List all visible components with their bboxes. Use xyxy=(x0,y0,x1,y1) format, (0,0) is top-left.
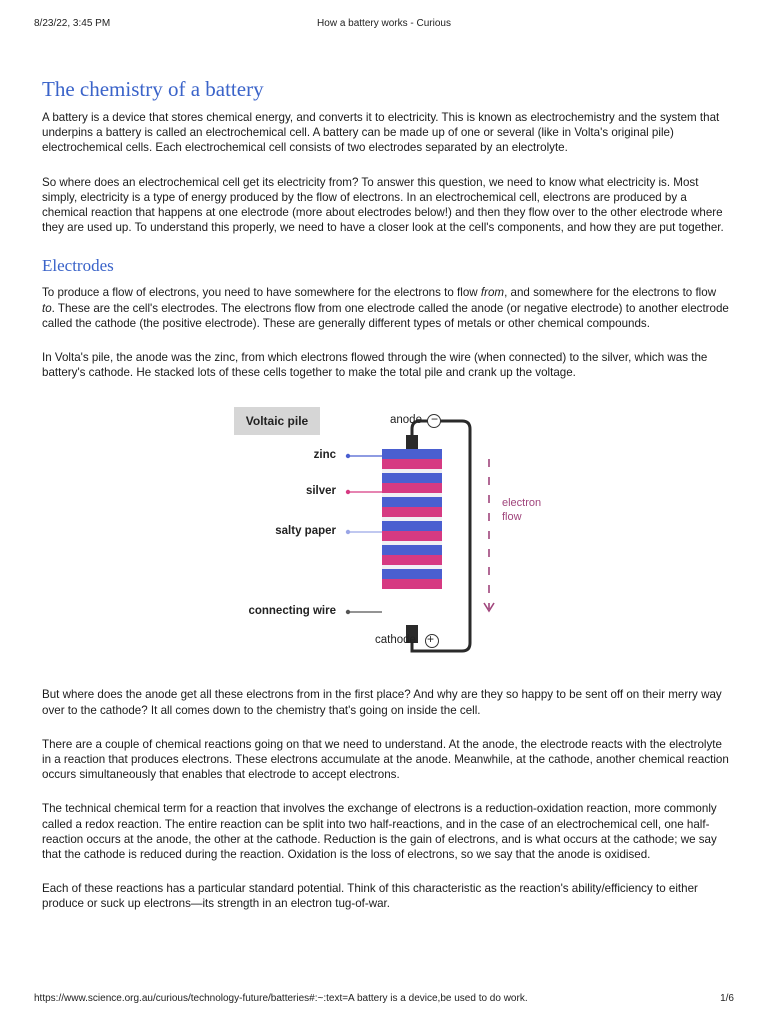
pile-layer-salty-paper xyxy=(382,541,442,545)
pile-layer-salty-paper xyxy=(382,517,442,521)
article-content xyxy=(42,76,732,931)
paragraph-voltas-pile: In Volta's pile, the anode was the zinc, from which electrons flowed through the wire (when connected) to the silver, which was the battery's cathode. He stacked lots of these cells together to make the total pile and crank up the voltage. xyxy=(42,351,708,380)
print-footer xyxy=(34,993,734,1007)
paragraph-standard-potential: Each of these reactions has a particular standard potential. Think of this characteristic as the reaction's ability/efficiency to either produce or suck up electrons—its strength in an electron tug-of-war. xyxy=(42,882,698,911)
pile-layer-zinc xyxy=(382,473,442,483)
connecting-wire-pointer-dot xyxy=(346,610,350,614)
print-datetime: 8/23/22, 3:45 PM xyxy=(34,18,111,29)
paragraph-electron-flow: To produce a flow of electrons, you need to have somewhere for the electrons to flow from, and somewhere for the electrons to flow to. These are the cell's electrodes. The electrons flow from one electrode called the anode (or negative electrode) to another electrode called the cathode (the positive electrode). These are generally different types of metals or other chemical compounds. xyxy=(42,286,729,330)
cathode-plus-symbol: + xyxy=(427,632,435,647)
pile-layer-silver xyxy=(382,579,442,589)
connecting-wire-label: connecting wire xyxy=(248,605,336,618)
zinc-label: zinc xyxy=(313,449,336,462)
heading-electrodes: Electrodes xyxy=(42,256,114,276)
anode-post xyxy=(406,435,418,449)
pile-layer-silver xyxy=(382,483,442,493)
pile-layer-salty-paper xyxy=(382,469,442,473)
salty-paper-pointer-dot xyxy=(346,530,350,534)
pile-layer-zinc xyxy=(382,449,442,459)
salty-paper-label: salty paper xyxy=(275,525,336,538)
pile-layer-zinc xyxy=(382,545,442,555)
pile-layer-silver xyxy=(382,555,442,565)
pile-stack xyxy=(382,449,442,589)
pile-layer-zinc xyxy=(382,521,442,531)
anode-label: anode xyxy=(390,414,422,427)
pile-layer-salty-paper xyxy=(382,493,442,497)
print-page-title: How a battery works - Curious xyxy=(317,18,451,29)
voltaic-pile-diagram xyxy=(42,399,732,663)
paragraph-chemical-reactions: There are a couple of chemical reactions going on that we need to understand. At the anode, the electrode reacts with the electrolyte in a reaction that produces electrons. These electrons accumulate at the anode. Meanwhile, at the cathode, another chemical reaction occurs simultaneously that enables that electrode to accept electrons. xyxy=(42,737,729,782)
anode-minus-symbol: − xyxy=(431,412,439,427)
label-pointers xyxy=(346,454,382,614)
pile-layer-silver xyxy=(382,507,442,517)
paragraph-battery-definition: A battery is a device that stores chemical energy, and converts it to electricity. This is known as electrochemistry and the system that underpins a battery is called an electrochemical cell. A battery can be made up of one or several (like in Volta's original pile) electrochemical cells. Each electrochemical cell consists of two electrodes separated by an electrolyte. xyxy=(42,111,720,155)
electron-flow-label-line2: flow xyxy=(502,511,522,524)
cathode-label: cathode xyxy=(375,634,416,647)
voltaic-pile-graphic xyxy=(42,399,732,663)
silver-label: silver xyxy=(305,485,336,498)
diagram-title: Voltaic pile xyxy=(234,407,320,435)
silver-pointer-dot xyxy=(346,490,350,494)
paragraph-redox: The technical chemical term for a reaction that involves the exchange of electrons is a reduction-oxidation reaction, more commonly called a redox reaction. The entire reaction can be split into two half-reactions, and in the case of an electrochemical cell, one half-reaction occurs at the anode, the other at the cathode. Reduction is the gain of electrons, and is what occurs at the cathode; we say that the cathode is reduced during the reaction. Oxidation is the loss of electrons, so we say that the anode is oxidised. xyxy=(42,802,717,862)
heading-chemistry-of-battery: The chemistry of a battery xyxy=(42,77,264,101)
pile-layer-salty-paper xyxy=(382,565,442,569)
electron-flow-label-line1: electron xyxy=(502,497,542,510)
pile-layer-zinc xyxy=(382,497,442,507)
print-url: https://www.science.org.au/curious/technology-future/batteries#:~:text=A battery is a device,be used to do work. xyxy=(34,993,528,1004)
print-header xyxy=(34,18,734,32)
pile-layer-zinc xyxy=(382,569,442,579)
emphasis-from: from xyxy=(480,286,505,300)
pile-layer-silver xyxy=(382,459,442,469)
pile-layer-silver xyxy=(382,531,442,541)
paragraph-electricity-source: So where does an electrochemical cell get its electricity from? To answer this question, we need to know what electricity is. Most simply, electricity is a type of energy produced by the flow of electrons. In an electrochemical cell, electrons are produced by a chemical reaction that happens at one electrode (more about electrodes below!) and then they flow over to the other electrode where they are used up. To understand this properly, we need to have a closer look at the cell's components, and how they are put together. xyxy=(42,175,724,235)
zinc-pointer-dot xyxy=(346,454,350,458)
paragraph-anode-electrons: But where does the anode get all these electrons from in the first place? And why are they so happy to be sent off on their merry way over to the cathode? It all comes down to the chemistry that's going on inside the cell. xyxy=(42,688,722,717)
print-page-number: 1/6 xyxy=(720,993,734,1004)
emphasis-to: to xyxy=(42,301,52,315)
